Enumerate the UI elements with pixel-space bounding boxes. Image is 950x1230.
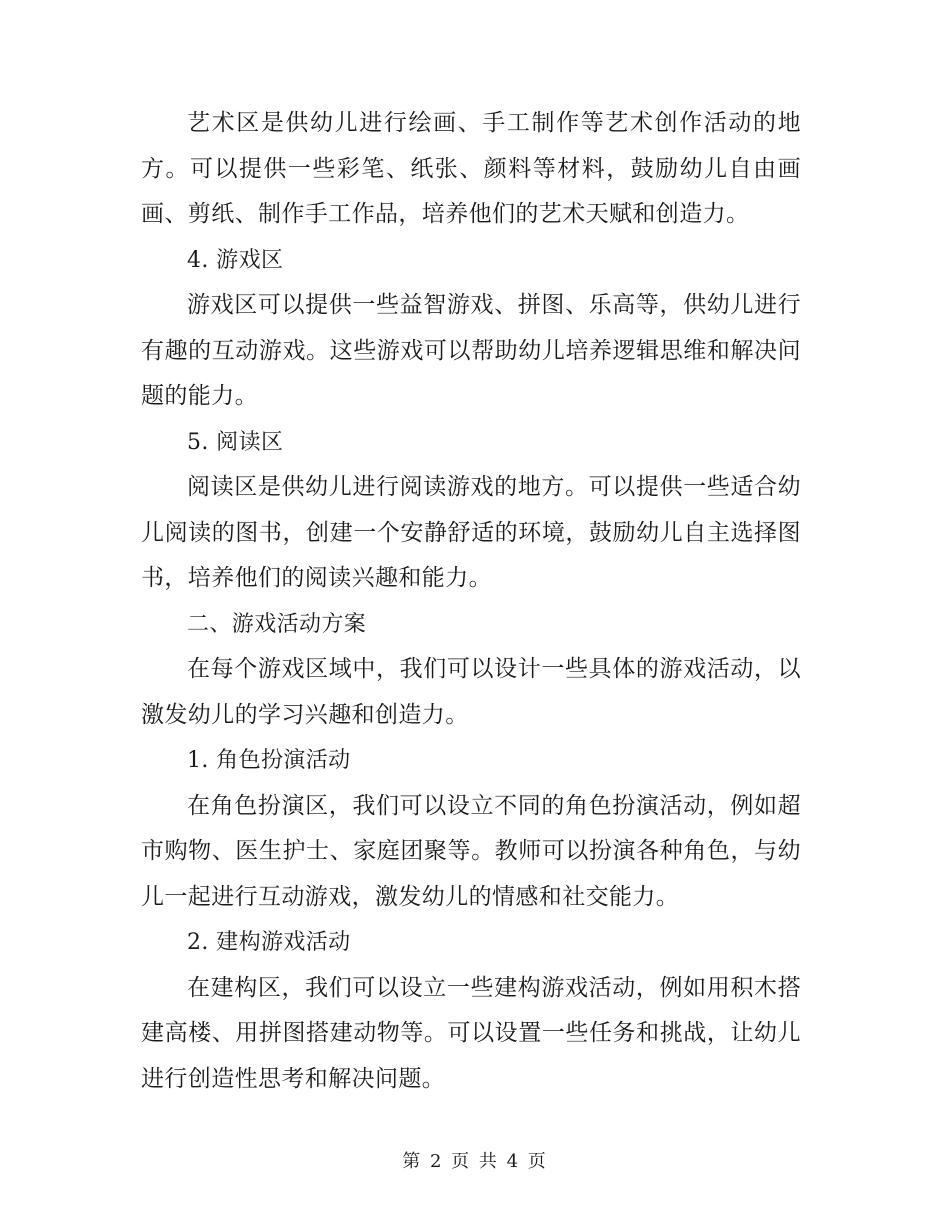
heading-activity-plan: 二、游戏活动方案 bbox=[187, 611, 367, 637]
paragraph-activity-plan: 在每个游戏区域中，我们可以设计一些具体的游戏活动，以激发幼儿的学习兴趣和创造力。 bbox=[141, 656, 801, 728]
document-body bbox=[141, 101, 801, 1102]
heading-reading-area: 5. 阅读区 bbox=[187, 429, 284, 455]
paragraph-reading-area: 阅读区是供幼儿进行阅读游戏的地方。可以提供一些适合幼儿阅读的图书，创建一个安静舒适的环境，鼓励幼儿自主选择图书，培养他们的阅读兴趣和能力。 bbox=[141, 474, 801, 591]
heading-game-area: 4. 游戏区 bbox=[187, 247, 284, 273]
paragraph-construction: 在建构区，我们可以设立一些建构游戏活动，例如用积木搭建高楼、用拼图搭建动物等。可以设置一些任务和挑战，让幼儿进行创造性思考和解决问题。 bbox=[141, 974, 801, 1092]
paragraph-role-play: 在角色扮演区，我们可以设立不同的角色扮演活动，例如超市购物、医生护士、家庭团聚等。教师可以扮演各种角色，与幼儿一起进行互动游戏，激发幼儿的情感和社交能力。 bbox=[141, 792, 801, 910]
paragraph-game-area: 游戏区可以提供一些益智游戏、拼图、乐高等，供幼儿进行有趣的互动游戏。这些游戏可以帮助幼儿培养逻辑思维和解决问题的能力。 bbox=[141, 292, 801, 409]
page-number-footer: 第 2 页 共 4 页 bbox=[402, 1151, 548, 1172]
heading-construction: 2. 建构游戏活动 bbox=[187, 930, 351, 955]
paragraph-art-area: 艺术区是供幼儿进行绘画、手工制作等艺术创作活动的地方。可以提供一些彩笔、纸张、颜料等材料，鼓励幼儿自由画画、剪纸、制作手工作品，培养他们的艺术天赋和创造力。 bbox=[141, 110, 801, 227]
heading-role-play: 1. 角色扮演活动 bbox=[187, 748, 351, 773]
